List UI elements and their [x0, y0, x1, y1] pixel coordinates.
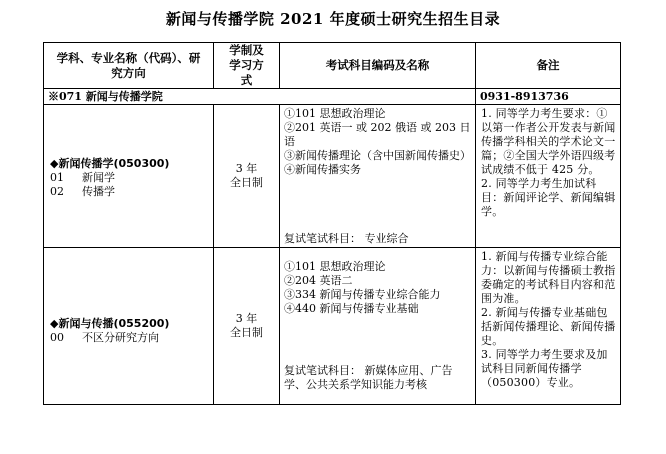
direction-item: [50, 331, 213, 345]
subject-item: ③新闻传播理论（含中国新闻传播史）: [284, 149, 471, 162]
subject-item: ②204 英语二: [284, 274, 353, 287]
program-subjects-cell: [280, 248, 476, 405]
program-system-cell: [214, 105, 280, 248]
program-subjects-cell: [280, 105, 476, 248]
direction-code: 01: [50, 171, 64, 184]
college-row: [44, 89, 621, 105]
note-item: 3. 同等学力考生要求及加试科目同新闻传播学（050300）专业。: [481, 348, 608, 389]
system-years: 3 年: [235, 162, 258, 175]
retest-subjects: 复试笔试科目： 新媒体应用、广告学、公共关系学知识能力考核: [284, 364, 453, 391]
page-title: 新闻与传播学院 2021 年度硕士研究生招生目录: [165, 10, 501, 28]
college-name: ※071 新闻与传播学院: [44, 89, 476, 105]
program-system-cell: [214, 248, 280, 405]
program-notes-cell: [476, 248, 621, 405]
header-row: [44, 43, 621, 89]
direction-code: 00: [50, 331, 64, 344]
system-mode: 全日制: [230, 176, 263, 189]
subject-item: ②201 英语一 或 202 俄语 或 203 日语: [284, 121, 471, 148]
program-notes-cell: [476, 105, 621, 248]
program-name: ◆新闻传播学(050300): [50, 157, 170, 170]
system-mode: 全日制: [230, 326, 263, 339]
retest-subjects: 复试笔试科目： 专业综合: [284, 232, 409, 245]
direction-item: [50, 171, 213, 185]
header-system: 学制及学习方式: [214, 43, 280, 89]
system-years: 3 年: [235, 312, 258, 325]
program-major-cell: [44, 248, 214, 405]
note-item: 1. 新闻与传播专业综合能力：以新闻与传播硕士教指委确定的考试科目内容和范围为准。: [481, 250, 616, 305]
subject-item: ①101 思想政治理论: [284, 107, 386, 120]
header-major: 学科、专业名称（代码）、研究方向: [44, 43, 214, 89]
college-phone: 0931-8913736: [476, 89, 621, 105]
note-item: 1. 同等学力考生要求：①以第一作者公开发表与新闻传播学科相关的学术论文一篇；②全国大学外语四级考试成绩不低于 425 分。: [481, 107, 616, 176]
direction-name: 传播学: [82, 185, 115, 198]
direction-name: 新闻学: [82, 171, 115, 184]
note-item: 2. 同等学力考生加试科目：新闻评论学、新闻编辑学。: [481, 177, 616, 218]
admission-catalog-table: [43, 42, 621, 405]
header-notes: 备注: [476, 43, 621, 89]
note-item: 2. 新闻与传播专业基础包括新闻传播理论、新闻传播史。: [481, 306, 616, 347]
subject-item: ③334 新闻与传播专业综合能力: [284, 288, 441, 301]
program-row: [44, 248, 621, 405]
direction-name: 不区分研究方向: [82, 331, 159, 344]
subject-item: ④新闻传播实务: [284, 163, 361, 176]
direction-item: [50, 185, 213, 199]
direction-code: 02: [50, 185, 64, 198]
header-subjects: 考试科目编码及名称: [280, 43, 476, 89]
program-major-cell: [44, 105, 214, 248]
program-name: ◆新闻与传播(055200): [50, 317, 170, 330]
subject-item: ①101 思想政治理论: [284, 260, 386, 273]
subject-item: ④440 新闻与传播专业基础: [284, 302, 419, 315]
program-row: [44, 105, 621, 248]
